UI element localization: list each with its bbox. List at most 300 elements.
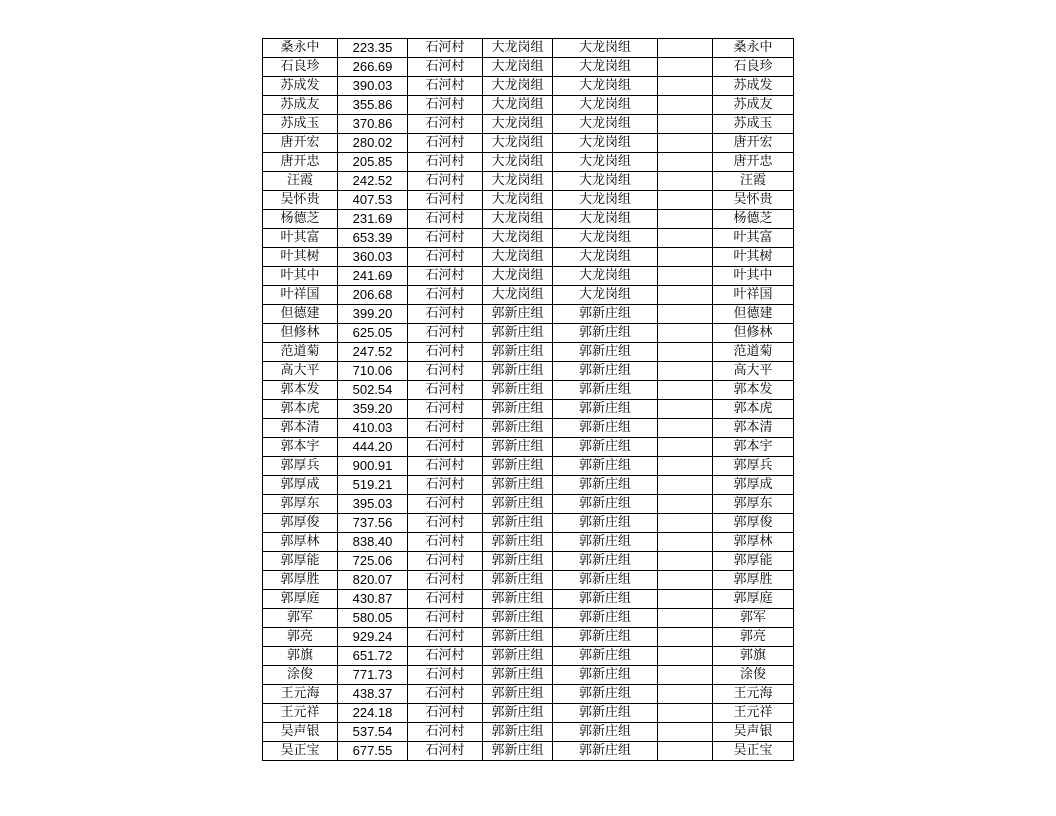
blank-cell	[658, 362, 713, 381]
subgroup-cell: 郭新庄组	[553, 457, 658, 476]
blank-cell	[658, 438, 713, 457]
village-cell: 石河村	[408, 77, 483, 96]
subgroup-cell: 郭新庄组	[553, 495, 658, 514]
village-cell: 石河村	[408, 400, 483, 419]
village-cell: 石河村	[408, 419, 483, 438]
group-cell: 郭新庄组	[483, 590, 553, 609]
blank-cell	[658, 286, 713, 305]
area-cell: 359.20	[338, 400, 408, 419]
blank-cell	[658, 229, 713, 248]
blank-cell	[658, 172, 713, 191]
blank-cell	[658, 666, 713, 685]
name-repeat-cell: 涂俊	[713, 666, 794, 685]
area-cell: 929.24	[338, 628, 408, 647]
area-cell: 224.18	[338, 704, 408, 723]
name-repeat-cell: 郭亮	[713, 628, 794, 647]
name-cell: 叶其中	[263, 267, 338, 286]
subgroup-cell: 郭新庄组	[553, 571, 658, 590]
blank-cell	[658, 58, 713, 77]
name-repeat-cell: 郭军	[713, 609, 794, 628]
subgroup-cell: 大龙岗组	[553, 248, 658, 267]
name-cell: 郭厚庭	[263, 590, 338, 609]
area-cell: 430.87	[338, 590, 408, 609]
name-cell: 吴声银	[263, 723, 338, 742]
blank-cell	[658, 305, 713, 324]
group-cell: 大龙岗组	[483, 286, 553, 305]
name-cell: 郭本宇	[263, 438, 338, 457]
area-cell: 725.06	[338, 552, 408, 571]
name-repeat-cell: 王元祥	[713, 704, 794, 723]
group-cell: 郭新庄组	[483, 381, 553, 400]
table-row	[263, 77, 794, 96]
blank-cell	[658, 153, 713, 172]
group-cell: 郭新庄组	[483, 742, 553, 761]
name-cell: 石良珍	[263, 58, 338, 77]
table-row	[263, 343, 794, 362]
village-cell: 石河村	[408, 248, 483, 267]
table-row	[263, 609, 794, 628]
blank-cell	[658, 77, 713, 96]
table-row	[263, 39, 794, 58]
name-repeat-cell: 桑永中	[713, 39, 794, 58]
subgroup-cell: 郭新庄组	[553, 476, 658, 495]
table-row	[263, 305, 794, 324]
subgroup-cell: 大龙岗组	[553, 96, 658, 115]
name-cell: 叶祥国	[263, 286, 338, 305]
village-cell: 石河村	[408, 324, 483, 343]
name-cell: 汪霞	[263, 172, 338, 191]
name-cell: 但修林	[263, 324, 338, 343]
subgroup-cell: 郭新庄组	[553, 723, 658, 742]
name-cell: 郭厚林	[263, 533, 338, 552]
subgroup-cell: 大龙岗组	[553, 115, 658, 134]
area-cell: 242.52	[338, 172, 408, 191]
blank-cell	[658, 704, 713, 723]
subgroup-cell: 大龙岗组	[553, 210, 658, 229]
name-cell: 苏成玉	[263, 115, 338, 134]
table-row	[263, 647, 794, 666]
blank-cell	[658, 381, 713, 400]
blank-cell	[658, 191, 713, 210]
area-cell: 651.72	[338, 647, 408, 666]
subgroup-cell: 郭新庄组	[553, 343, 658, 362]
group-cell: 大龙岗组	[483, 96, 553, 115]
blank-cell	[658, 115, 713, 134]
blank-cell	[658, 267, 713, 286]
table-row	[263, 96, 794, 115]
village-cell: 石河村	[408, 704, 483, 723]
group-cell: 大龙岗组	[483, 153, 553, 172]
blank-cell	[658, 134, 713, 153]
area-cell: 444.20	[338, 438, 408, 457]
village-cell: 石河村	[408, 229, 483, 248]
name-repeat-cell: 王元海	[713, 685, 794, 704]
table-row	[263, 362, 794, 381]
table-row	[263, 685, 794, 704]
name-cell: 郭厚胜	[263, 571, 338, 590]
name-cell: 叶其富	[263, 229, 338, 248]
name-repeat-cell: 但修林	[713, 324, 794, 343]
village-cell: 石河村	[408, 590, 483, 609]
village-cell: 石河村	[408, 742, 483, 761]
name-cell: 王元海	[263, 685, 338, 704]
name-repeat-cell: 唐开忠	[713, 153, 794, 172]
group-cell: 郭新庄组	[483, 476, 553, 495]
name-cell: 但德建	[263, 305, 338, 324]
name-cell: 郭厚能	[263, 552, 338, 571]
subgroup-cell: 郭新庄组	[553, 419, 658, 438]
table-row	[263, 115, 794, 134]
area-cell: 537.54	[338, 723, 408, 742]
subgroup-cell: 大龙岗组	[553, 77, 658, 96]
name-repeat-cell: 吴怀贵	[713, 191, 794, 210]
name-repeat-cell: 郭旗	[713, 647, 794, 666]
blank-cell	[658, 96, 713, 115]
group-cell: 大龙岗组	[483, 229, 553, 248]
area-cell: 771.73	[338, 666, 408, 685]
subgroup-cell: 郭新庄组	[553, 628, 658, 647]
group-cell: 大龙岗组	[483, 115, 553, 134]
blank-cell	[658, 457, 713, 476]
village-cell: 石河村	[408, 628, 483, 647]
name-repeat-cell: 叶其富	[713, 229, 794, 248]
blank-cell	[658, 685, 713, 704]
name-repeat-cell: 苏成发	[713, 77, 794, 96]
village-cell: 石河村	[408, 96, 483, 115]
blank-cell	[658, 495, 713, 514]
area-cell: 280.02	[338, 134, 408, 153]
name-repeat-cell: 但德建	[713, 305, 794, 324]
name-cell: 郭厚成	[263, 476, 338, 495]
subgroup-cell: 郭新庄组	[553, 533, 658, 552]
group-cell: 大龙岗组	[483, 134, 553, 153]
name-cell: 吴正宝	[263, 742, 338, 761]
area-cell: 519.21	[338, 476, 408, 495]
table-row	[263, 191, 794, 210]
table-row	[263, 381, 794, 400]
name-repeat-cell: 郭本发	[713, 381, 794, 400]
name-cell: 郭旗	[263, 647, 338, 666]
area-cell: 710.06	[338, 362, 408, 381]
area-cell: 625.05	[338, 324, 408, 343]
area-cell: 677.55	[338, 742, 408, 761]
group-cell: 郭新庄组	[483, 324, 553, 343]
village-cell: 石河村	[408, 438, 483, 457]
village-cell: 石河村	[408, 115, 483, 134]
name-repeat-cell: 苏成玉	[713, 115, 794, 134]
blank-cell	[658, 647, 713, 666]
name-cell: 桑永中	[263, 39, 338, 58]
table-row	[263, 704, 794, 723]
blank-cell	[658, 476, 713, 495]
village-cell: 石河村	[408, 495, 483, 514]
table-body	[263, 39, 794, 761]
table-row	[263, 134, 794, 153]
group-cell: 大龙岗组	[483, 210, 553, 229]
subgroup-cell: 大龙岗组	[553, 172, 658, 191]
village-cell: 石河村	[408, 457, 483, 476]
subgroup-cell: 郭新庄组	[553, 381, 658, 400]
group-cell: 郭新庄组	[483, 438, 553, 457]
name-repeat-cell: 郭厚能	[713, 552, 794, 571]
table-row	[263, 438, 794, 457]
table-row	[263, 742, 794, 761]
subgroup-cell: 大龙岗组	[553, 267, 658, 286]
area-cell: 580.05	[338, 609, 408, 628]
subgroup-cell: 大龙岗组	[553, 229, 658, 248]
area-cell: 399.20	[338, 305, 408, 324]
name-cell: 郭亮	[263, 628, 338, 647]
group-cell: 郭新庄组	[483, 457, 553, 476]
table-row	[263, 248, 794, 267]
village-cell: 石河村	[408, 533, 483, 552]
village-cell: 石河村	[408, 305, 483, 324]
village-cell: 石河村	[408, 552, 483, 571]
area-cell: 438.37	[338, 685, 408, 704]
name-repeat-cell: 郭本宇	[713, 438, 794, 457]
subgroup-cell: 郭新庄组	[553, 438, 658, 457]
group-cell: 郭新庄组	[483, 514, 553, 533]
name-repeat-cell: 高大平	[713, 362, 794, 381]
table-row	[263, 400, 794, 419]
area-cell: 820.07	[338, 571, 408, 590]
name-repeat-cell: 唐开宏	[713, 134, 794, 153]
name-repeat-cell: 吴声银	[713, 723, 794, 742]
blank-cell	[658, 742, 713, 761]
name-cell: 苏成发	[263, 77, 338, 96]
name-repeat-cell: 郭厚东	[713, 495, 794, 514]
subgroup-cell: 郭新庄组	[553, 742, 658, 761]
subgroup-cell: 大龙岗组	[553, 134, 658, 153]
village-cell: 石河村	[408, 343, 483, 362]
table-row	[263, 552, 794, 571]
table-row	[263, 590, 794, 609]
subgroup-cell: 郭新庄组	[553, 685, 658, 704]
area-cell: 223.35	[338, 39, 408, 58]
blank-cell	[658, 609, 713, 628]
area-cell: 206.68	[338, 286, 408, 305]
subgroup-cell: 郭新庄组	[553, 552, 658, 571]
name-cell: 郭本清	[263, 419, 338, 438]
subgroup-cell: 郭新庄组	[553, 704, 658, 723]
group-cell: 郭新庄组	[483, 628, 553, 647]
group-cell: 郭新庄组	[483, 400, 553, 419]
table-row	[263, 666, 794, 685]
village-cell: 石河村	[408, 723, 483, 742]
subgroup-cell: 郭新庄组	[553, 590, 658, 609]
name-cell: 郭军	[263, 609, 338, 628]
blank-cell	[658, 324, 713, 343]
table-row	[263, 286, 794, 305]
group-cell: 郭新庄组	[483, 609, 553, 628]
area-cell: 502.54	[338, 381, 408, 400]
table-row	[263, 514, 794, 533]
subgroup-cell: 大龙岗组	[553, 153, 658, 172]
group-cell: 郭新庄组	[483, 419, 553, 438]
name-repeat-cell: 郭本虎	[713, 400, 794, 419]
name-cell: 郭厚东	[263, 495, 338, 514]
table-row	[263, 210, 794, 229]
subgroup-cell: 郭新庄组	[553, 305, 658, 324]
blank-cell	[658, 552, 713, 571]
name-cell: 高大平	[263, 362, 338, 381]
subgroup-cell: 大龙岗组	[553, 39, 658, 58]
area-cell: 390.03	[338, 77, 408, 96]
group-cell: 郭新庄组	[483, 723, 553, 742]
subgroup-cell: 郭新庄组	[553, 400, 658, 419]
blank-cell	[658, 590, 713, 609]
village-cell: 石河村	[408, 514, 483, 533]
blank-cell	[658, 723, 713, 742]
group-cell: 郭新庄组	[483, 552, 553, 571]
name-repeat-cell: 郭厚兵	[713, 457, 794, 476]
group-cell: 郭新庄组	[483, 571, 553, 590]
group-cell: 大龙岗组	[483, 267, 553, 286]
area-cell: 360.03	[338, 248, 408, 267]
name-repeat-cell: 杨德芝	[713, 210, 794, 229]
subgroup-cell: 郭新庄组	[553, 514, 658, 533]
group-cell: 郭新庄组	[483, 704, 553, 723]
area-cell: 900.91	[338, 457, 408, 476]
table-row	[263, 495, 794, 514]
group-cell: 郭新庄组	[483, 666, 553, 685]
village-cell: 石河村	[408, 172, 483, 191]
name-cell: 郭本虎	[263, 400, 338, 419]
village-cell: 石河村	[408, 153, 483, 172]
table-row	[263, 533, 794, 552]
blank-cell	[658, 343, 713, 362]
village-cell: 石河村	[408, 286, 483, 305]
village-cell: 石河村	[408, 381, 483, 400]
village-cell: 石河村	[408, 666, 483, 685]
village-cell: 石河村	[408, 58, 483, 77]
area-cell: 838.40	[338, 533, 408, 552]
name-cell: 唐开宏	[263, 134, 338, 153]
blank-cell	[658, 571, 713, 590]
group-cell: 郭新庄组	[483, 685, 553, 704]
name-cell: 唐开忠	[263, 153, 338, 172]
subgroup-cell: 郭新庄组	[553, 666, 658, 685]
village-cell: 石河村	[408, 210, 483, 229]
village-cell: 石河村	[408, 609, 483, 628]
area-cell: 205.85	[338, 153, 408, 172]
name-repeat-cell: 郭本清	[713, 419, 794, 438]
table-row	[263, 267, 794, 286]
name-repeat-cell: 郭厚胜	[713, 571, 794, 590]
area-cell: 395.03	[338, 495, 408, 514]
name-cell: 吴怀贵	[263, 191, 338, 210]
table-row	[263, 58, 794, 77]
name-repeat-cell: 郭厚俊	[713, 514, 794, 533]
village-cell: 石河村	[408, 571, 483, 590]
subgroup-cell: 郭新庄组	[553, 324, 658, 343]
group-cell: 大龙岗组	[483, 58, 553, 77]
name-repeat-cell: 石良珍	[713, 58, 794, 77]
village-cell: 石河村	[408, 685, 483, 704]
subgroup-cell: 大龙岗组	[553, 191, 658, 210]
data-table	[262, 38, 794, 761]
name-cell: 叶其树	[263, 248, 338, 267]
group-cell: 大龙岗组	[483, 172, 553, 191]
name-repeat-cell: 吴正宝	[713, 742, 794, 761]
name-cell: 范道菊	[263, 343, 338, 362]
name-repeat-cell: 郭厚庭	[713, 590, 794, 609]
table-row	[263, 628, 794, 647]
village-cell: 石河村	[408, 134, 483, 153]
name-cell: 苏成友	[263, 96, 338, 115]
group-cell: 大龙岗组	[483, 77, 553, 96]
table-row	[263, 153, 794, 172]
name-cell: 涂俊	[263, 666, 338, 685]
name-repeat-cell: 叶祥国	[713, 286, 794, 305]
group-cell: 郭新庄组	[483, 647, 553, 666]
group-cell: 大龙岗组	[483, 248, 553, 267]
table-row	[263, 571, 794, 590]
table-row	[263, 172, 794, 191]
blank-cell	[658, 248, 713, 267]
area-cell: 266.69	[338, 58, 408, 77]
subgroup-cell: 郭新庄组	[553, 647, 658, 666]
blank-cell	[658, 419, 713, 438]
blank-cell	[658, 39, 713, 58]
table-row	[263, 324, 794, 343]
subgroup-cell: 郭新庄组	[553, 362, 658, 381]
area-cell: 410.03	[338, 419, 408, 438]
table-row	[263, 457, 794, 476]
name-repeat-cell: 苏成友	[713, 96, 794, 115]
subgroup-cell: 郭新庄组	[553, 609, 658, 628]
blank-cell	[658, 400, 713, 419]
area-cell: 355.86	[338, 96, 408, 115]
blank-cell	[658, 514, 713, 533]
blank-cell	[658, 533, 713, 552]
group-cell: 郭新庄组	[483, 533, 553, 552]
village-cell: 石河村	[408, 362, 483, 381]
village-cell: 石河村	[408, 191, 483, 210]
name-repeat-cell: 叶其中	[713, 267, 794, 286]
village-cell: 石河村	[408, 647, 483, 666]
area-cell: 241.69	[338, 267, 408, 286]
subgroup-cell: 大龙岗组	[553, 58, 658, 77]
name-cell: 王元祥	[263, 704, 338, 723]
area-cell: 231.69	[338, 210, 408, 229]
name-repeat-cell: 叶其树	[713, 248, 794, 267]
village-cell: 石河村	[408, 39, 483, 58]
name-repeat-cell: 郭厚林	[713, 533, 794, 552]
name-repeat-cell: 范道菊	[713, 343, 794, 362]
table-row	[263, 723, 794, 742]
area-cell: 247.52	[338, 343, 408, 362]
village-cell: 石河村	[408, 267, 483, 286]
area-cell: 407.53	[338, 191, 408, 210]
blank-cell	[658, 628, 713, 647]
blank-cell	[658, 210, 713, 229]
table-row	[263, 419, 794, 438]
group-cell: 郭新庄组	[483, 362, 553, 381]
name-cell: 郭厚俊	[263, 514, 338, 533]
name-repeat-cell: 郭厚成	[713, 476, 794, 495]
name-repeat-cell: 汪霞	[713, 172, 794, 191]
area-cell: 370.86	[338, 115, 408, 134]
area-cell: 653.39	[338, 229, 408, 248]
name-cell: 杨德芝	[263, 210, 338, 229]
group-cell: 郭新庄组	[483, 305, 553, 324]
group-cell: 大龙岗组	[483, 39, 553, 58]
name-cell: 郭本发	[263, 381, 338, 400]
group-cell: 郭新庄组	[483, 343, 553, 362]
subgroup-cell: 大龙岗组	[553, 286, 658, 305]
group-cell: 大龙岗组	[483, 191, 553, 210]
